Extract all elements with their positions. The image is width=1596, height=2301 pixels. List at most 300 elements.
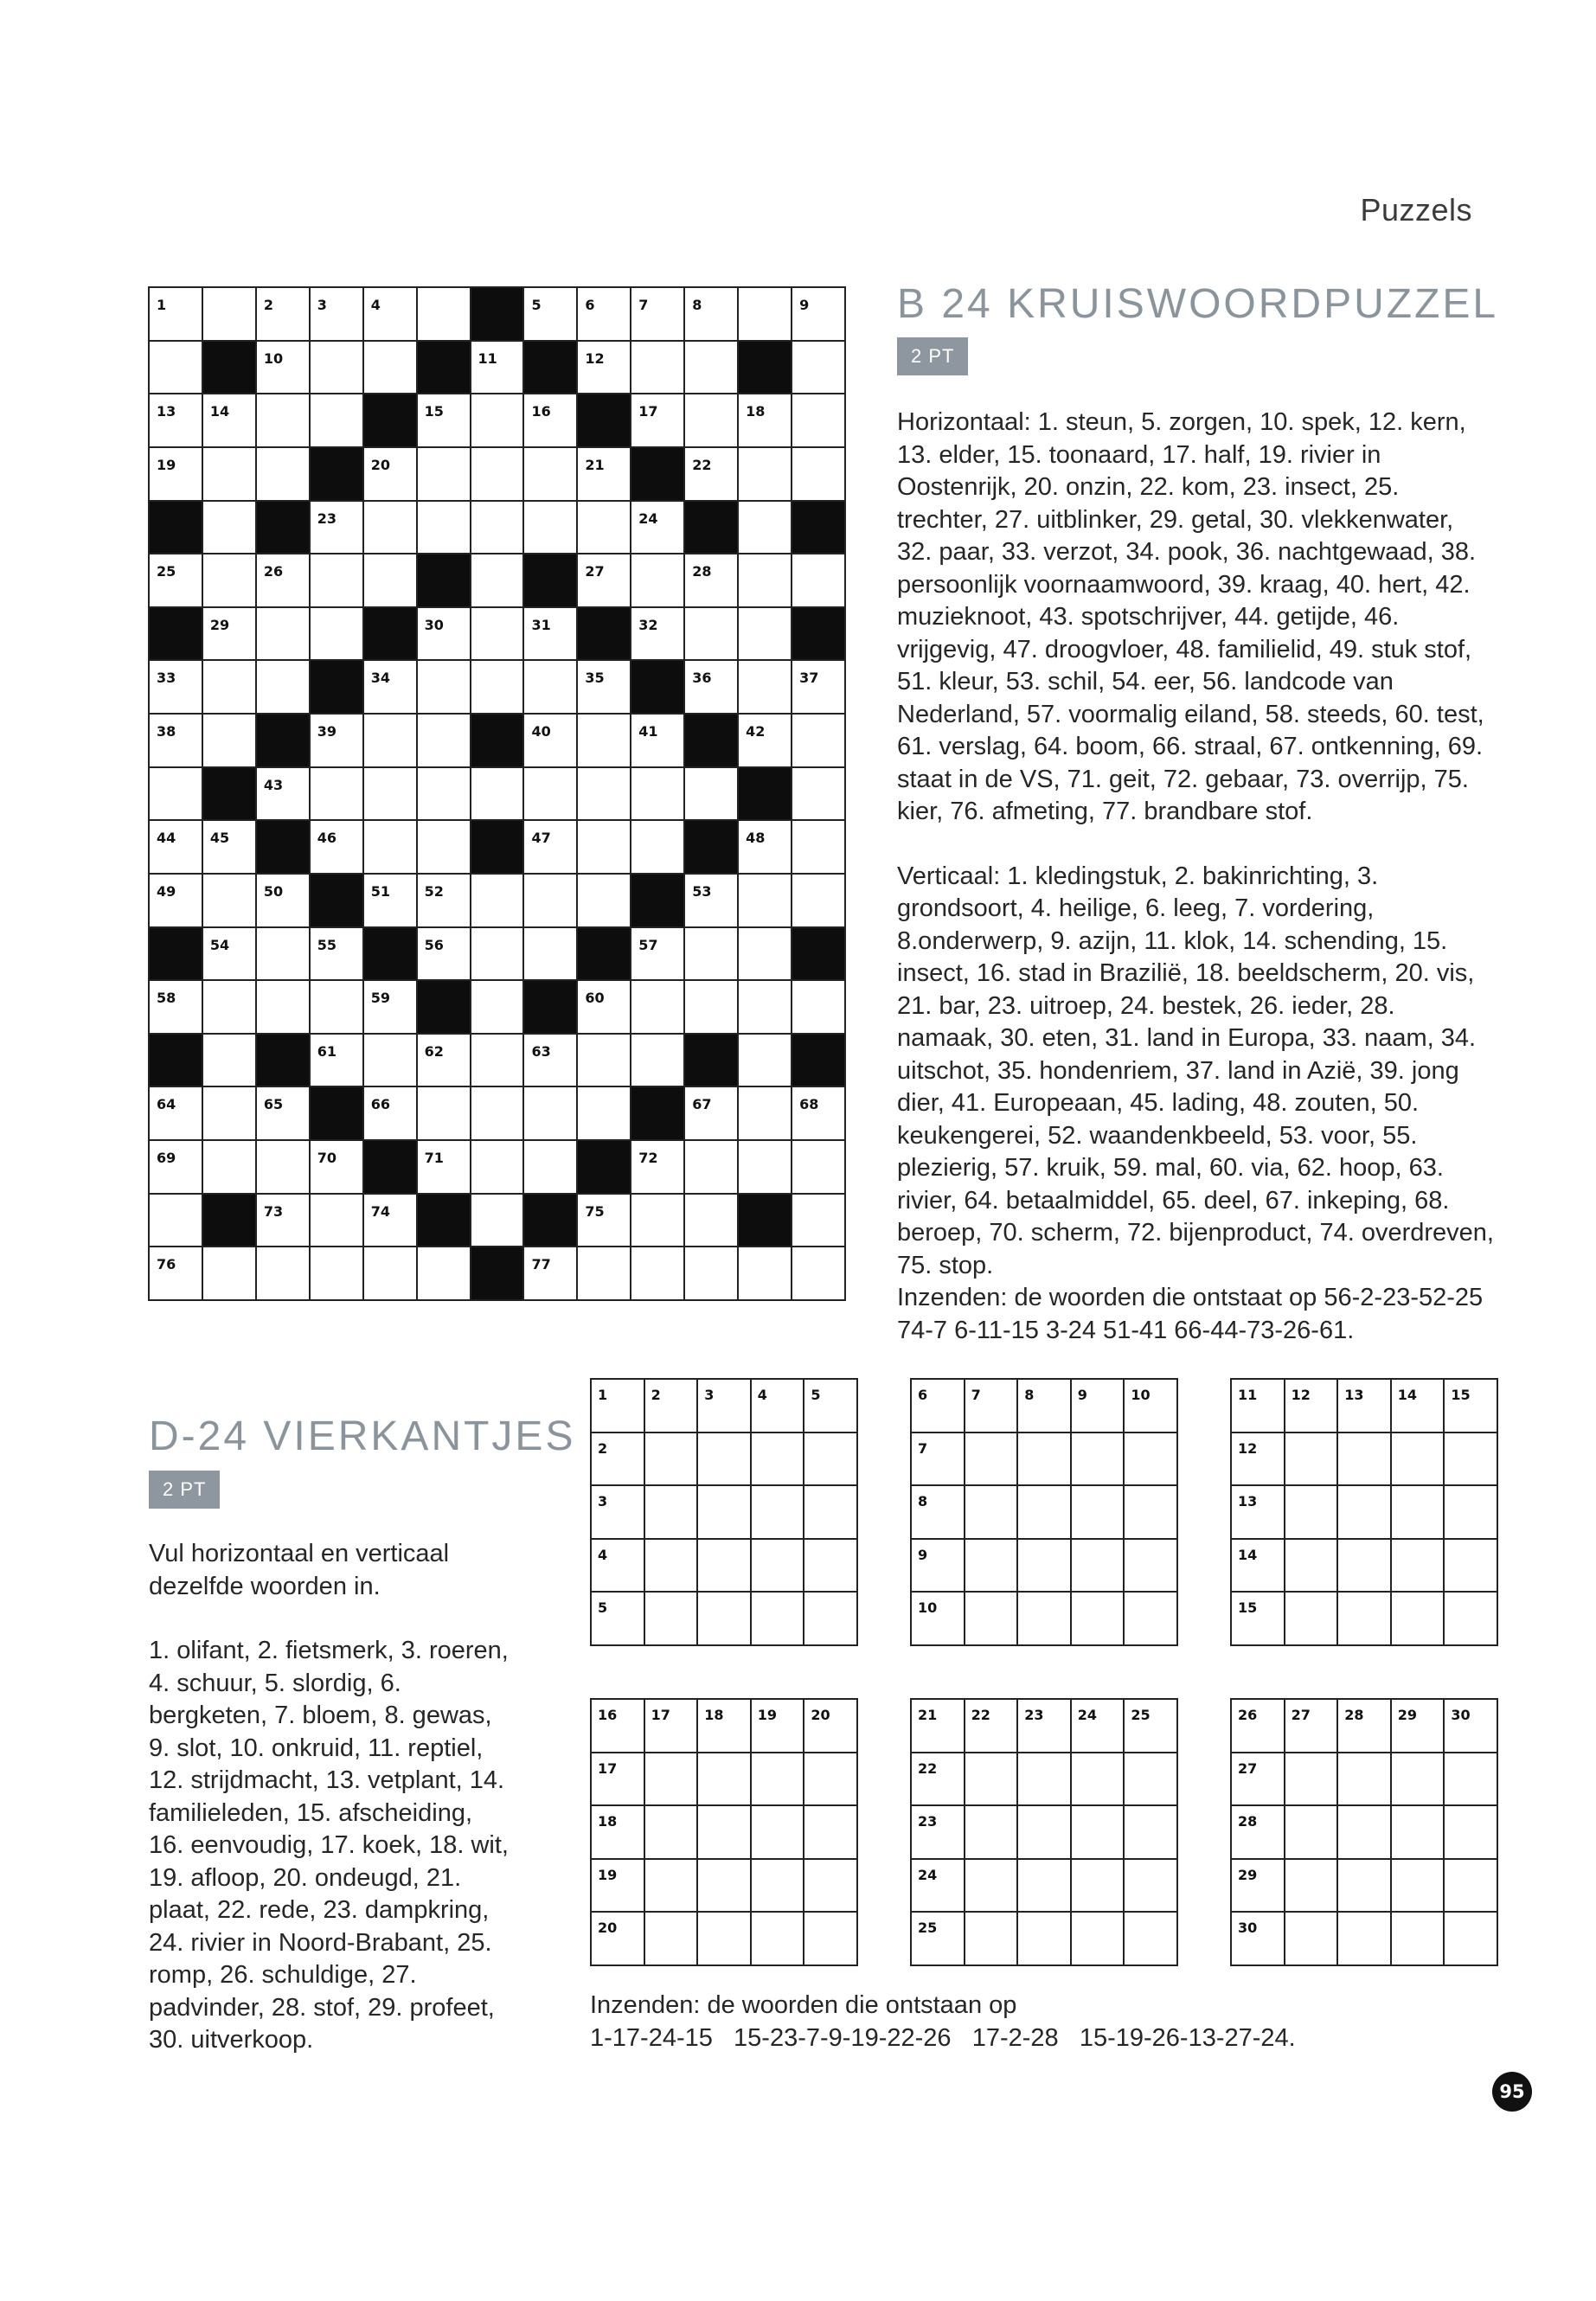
- vierkantjes-cell[interactable]: [1072, 1433, 1125, 1487]
- vierkantjes-cell[interactable]: [912, 1380, 965, 1433]
- vierkantjes-cell[interactable]: [1072, 1380, 1125, 1433]
- crossword-cell[interactable]: [150, 288, 203, 342]
- crossword-cell[interactable]: [418, 875, 471, 928]
- vierkantjes-cell[interactable]: [1445, 1700, 1498, 1753]
- vierkantjes-cell[interactable]: [1125, 1753, 1178, 1807]
- crossword-cell[interactable]: [257, 448, 311, 502]
- crossword-cell[interactable]: [418, 661, 471, 715]
- vierkantjes-cell[interactable]: [698, 1700, 752, 1753]
- crossword-cell[interactable]: [203, 502, 257, 555]
- vierkantjes-cell[interactable]: [965, 1380, 1019, 1433]
- crossword-cell[interactable]: [739, 821, 792, 875]
- crossword-cell[interactable]: [792, 1141, 846, 1195]
- crossword-cell[interactable]: [792, 342, 846, 395]
- crossword-cell[interactable]: [524, 928, 578, 982]
- crossword-cell[interactable]: [418, 448, 471, 502]
- crossword-cell[interactable]: [578, 448, 631, 502]
- vierkantjes-cell[interactable]: [912, 1433, 965, 1487]
- crossword-cell[interactable]: [739, 715, 792, 768]
- vierkantjes-cell[interactable]: [1338, 1913, 1392, 1966]
- vierkantjes-cell[interactable]: [752, 1593, 805, 1646]
- crossword-cell[interactable]: [418, 1087, 471, 1141]
- vierkantjes-cell[interactable]: [1018, 1593, 1072, 1646]
- crossword-cell[interactable]: [685, 288, 739, 342]
- vierkantjes-cell[interactable]: [752, 1486, 805, 1540]
- crossword-cell[interactable]: [203, 821, 257, 875]
- crossword-cell[interactable]: [257, 1087, 311, 1141]
- vierkantjes-cell[interactable]: [1018, 1700, 1072, 1753]
- crossword-cell[interactable]: [578, 1035, 631, 1088]
- vierkantjes-cell[interactable]: [752, 1913, 805, 1966]
- crossword-cell[interactable]: [685, 1087, 739, 1141]
- vierkantjes-cell[interactable]: [752, 1540, 805, 1593]
- crossword-cell[interactable]: [524, 288, 578, 342]
- crossword-cell[interactable]: [471, 1035, 525, 1088]
- vierkantjes-cell[interactable]: [645, 1860, 699, 1913]
- crossword-cell[interactable]: [203, 875, 257, 928]
- crossword-cell[interactable]: [150, 768, 203, 822]
- vierkantjes-cell[interactable]: [1072, 1753, 1125, 1807]
- crossword-cell[interactable]: [471, 1141, 525, 1195]
- crossword-cell[interactable]: [311, 1195, 364, 1248]
- crossword-cell[interactable]: [203, 1087, 257, 1141]
- crossword-cell[interactable]: [471, 981, 525, 1035]
- crossword-cell[interactable]: [418, 608, 471, 662]
- vierkantjes-cell[interactable]: [804, 1700, 858, 1753]
- vierkantjes-cell[interactable]: [592, 1486, 645, 1540]
- crossword-cell[interactable]: [578, 821, 631, 875]
- crossword-cell[interactable]: [524, 768, 578, 822]
- crossword-cell[interactable]: [150, 394, 203, 448]
- crossword-cell[interactable]: [257, 1141, 311, 1195]
- vierkantjes-cell[interactable]: [592, 1593, 645, 1646]
- crossword-cell[interactable]: [203, 394, 257, 448]
- vierkantjes-cell[interactable]: [912, 1540, 965, 1593]
- crossword-cell[interactable]: [524, 502, 578, 555]
- crossword-cell[interactable]: [739, 981, 792, 1035]
- vierkantjes-cell[interactable]: [1338, 1753, 1392, 1807]
- vierkantjes-cell[interactable]: [698, 1433, 752, 1487]
- crossword-cell[interactable]: [685, 981, 739, 1035]
- crossword-cell[interactable]: [257, 928, 311, 982]
- crossword-cell[interactable]: [418, 1035, 471, 1088]
- crossword-cell[interactable]: [311, 342, 364, 395]
- crossword-cell[interactable]: [364, 821, 418, 875]
- vierkantjes-cell[interactable]: [965, 1806, 1019, 1860]
- crossword-cell[interactable]: [578, 342, 631, 395]
- crossword-cell[interactable]: [792, 875, 846, 928]
- vierkantjes-cell[interactable]: [1018, 1540, 1072, 1593]
- crossword-cell[interactable]: [364, 715, 418, 768]
- vierkantjes-cell[interactable]: [752, 1860, 805, 1913]
- crossword-cell[interactable]: [792, 821, 846, 875]
- vierkantjes-cell[interactable]: [1445, 1753, 1498, 1807]
- vierkantjes-cell[interactable]: [1392, 1806, 1445, 1860]
- vierkantjes-cell[interactable]: [804, 1860, 858, 1913]
- vierkantjes-cell[interactable]: [698, 1806, 752, 1860]
- crossword-cell[interactable]: [578, 981, 631, 1035]
- crossword-cell[interactable]: [150, 1087, 203, 1141]
- vierkantjes-cell[interactable]: [1445, 1913, 1498, 1966]
- vierkantjes-cell[interactable]: [592, 1753, 645, 1807]
- crossword-cell[interactable]: [311, 394, 364, 448]
- vierkantjes-cell[interactable]: [1285, 1380, 1339, 1433]
- vierkantjes-cell[interactable]: [804, 1486, 858, 1540]
- crossword-cell[interactable]: [364, 502, 418, 555]
- vierkantjes-cell[interactable]: [1445, 1486, 1498, 1540]
- crossword-cell[interactable]: [631, 715, 685, 768]
- crossword-cell[interactable]: [471, 768, 525, 822]
- crossword-cell[interactable]: [364, 661, 418, 715]
- crossword-cell[interactable]: [471, 502, 525, 555]
- crossword-cell[interactable]: [524, 1087, 578, 1141]
- vierkantjes-cell[interactable]: [698, 1540, 752, 1593]
- crossword-cell[interactable]: [685, 768, 739, 822]
- vierkantjes-cell[interactable]: [1232, 1380, 1285, 1433]
- crossword-cell[interactable]: [418, 394, 471, 448]
- crossword-cell[interactable]: [524, 821, 578, 875]
- crossword-cell[interactable]: [203, 661, 257, 715]
- vierkantjes-cell[interactable]: [1072, 1486, 1125, 1540]
- vierkantjes-cell[interactable]: [1285, 1486, 1339, 1540]
- vierkantjes-cell[interactable]: [1285, 1913, 1339, 1966]
- crossword-cell[interactable]: [792, 768, 846, 822]
- crossword-cell[interactable]: [792, 1195, 846, 1248]
- crossword-cell[interactable]: [631, 554, 685, 608]
- crossword-cell[interactable]: [792, 981, 846, 1035]
- crossword-cell[interactable]: [631, 821, 685, 875]
- vierkantjes-cell[interactable]: [804, 1540, 858, 1593]
- vierkantjes-cell[interactable]: [1232, 1806, 1285, 1860]
- vierkantjes-cell[interactable]: [1018, 1380, 1072, 1433]
- vierkantjes-cell[interactable]: [1018, 1806, 1072, 1860]
- vierkantjes-cell[interactable]: [1392, 1700, 1445, 1753]
- crossword-cell[interactable]: [203, 1247, 257, 1301]
- crossword-cell[interactable]: [364, 1247, 418, 1301]
- vierkantjes-cell[interactable]: [1018, 1753, 1072, 1807]
- crossword-cell[interactable]: [418, 928, 471, 982]
- crossword-cell[interactable]: [739, 608, 792, 662]
- crossword-cell[interactable]: [203, 1141, 257, 1195]
- crossword-cell[interactable]: [792, 661, 846, 715]
- vierkantjes-cell[interactable]: [965, 1486, 1019, 1540]
- vierkantjes-cell[interactable]: [1125, 1486, 1178, 1540]
- vierkantjes-cell[interactable]: [1285, 1753, 1339, 1807]
- vierkantjes-cell[interactable]: [645, 1753, 699, 1807]
- crossword-cell[interactable]: [739, 502, 792, 555]
- crossword-cell[interactable]: [203, 981, 257, 1035]
- crossword-cell[interactable]: [364, 288, 418, 342]
- vierkantjes-cell[interactable]: [1232, 1700, 1285, 1753]
- vierkantjes-cell[interactable]: [592, 1380, 645, 1433]
- vierkantjes-cell[interactable]: [752, 1380, 805, 1433]
- crossword-cell[interactable]: [311, 928, 364, 982]
- vierkantjes-cell[interactable]: [965, 1433, 1019, 1487]
- vierkantjes-cell[interactable]: [1125, 1700, 1178, 1753]
- crossword-cell[interactable]: [418, 768, 471, 822]
- crossword-cell[interactable]: [578, 715, 631, 768]
- vierkantjes-cell[interactable]: [1018, 1486, 1072, 1540]
- vierkantjes-cell[interactable]: [1338, 1486, 1392, 1540]
- vierkantjes-cell[interactable]: [1072, 1593, 1125, 1646]
- crossword-cell[interactable]: [685, 1141, 739, 1195]
- vierkantjes-cell[interactable]: [912, 1806, 965, 1860]
- crossword-cell[interactable]: [792, 554, 846, 608]
- vierkantjes-cell[interactable]: [752, 1433, 805, 1487]
- crossword-cell[interactable]: [257, 768, 311, 822]
- crossword-cell[interactable]: [418, 1247, 471, 1301]
- vierkantjes-cell[interactable]: [804, 1753, 858, 1807]
- crossword-cell[interactable]: [739, 875, 792, 928]
- crossword-cell[interactable]: [578, 875, 631, 928]
- vierkantjes-cell[interactable]: [1392, 1860, 1445, 1913]
- crossword-cell[interactable]: [685, 554, 739, 608]
- crossword-cell[interactable]: [257, 1247, 311, 1301]
- crossword-cell[interactable]: [578, 1247, 631, 1301]
- crossword-cell[interactable]: [685, 928, 739, 982]
- crossword-cell[interactable]: [792, 1247, 846, 1301]
- vierkantjes-cell[interactable]: [804, 1593, 858, 1646]
- crossword-cell[interactable]: [257, 608, 311, 662]
- vierkantjes-cell[interactable]: [1018, 1860, 1072, 1913]
- crossword-cell[interactable]: [150, 715, 203, 768]
- crossword-cell[interactable]: [311, 768, 364, 822]
- vierkantjes-cell[interactable]: [645, 1913, 699, 1966]
- vierkantjes-cell[interactable]: [1232, 1486, 1285, 1540]
- crossword-cell[interactable]: [739, 661, 792, 715]
- vierkantjes-cell[interactable]: [1125, 1433, 1178, 1487]
- vierkantjes-cell[interactable]: [645, 1380, 699, 1433]
- vierkantjes-cell[interactable]: [1018, 1913, 1072, 1966]
- crossword-cell[interactable]: [150, 981, 203, 1035]
- crossword-cell[interactable]: [578, 1195, 631, 1248]
- vierkantjes-cell[interactable]: [1072, 1913, 1125, 1966]
- crossword-cell[interactable]: [631, 394, 685, 448]
- vierkantjes-cell[interactable]: [912, 1860, 965, 1913]
- vierkantjes-cell[interactable]: [965, 1700, 1019, 1753]
- crossword-cell[interactable]: [418, 1141, 471, 1195]
- vierkantjes-cell[interactable]: [965, 1593, 1019, 1646]
- vierkantjes-cell[interactable]: [912, 1593, 965, 1646]
- crossword-cell[interactable]: [203, 288, 257, 342]
- vierkantjes-cell[interactable]: [645, 1540, 699, 1593]
- crossword-cell[interactable]: [739, 394, 792, 448]
- crossword-cell[interactable]: [792, 715, 846, 768]
- crossword-cell[interactable]: [578, 502, 631, 555]
- crossword-cell[interactable]: [150, 1141, 203, 1195]
- vierkantjes-cell[interactable]: [1125, 1860, 1178, 1913]
- crossword-cell[interactable]: [257, 554, 311, 608]
- crossword-cell[interactable]: [311, 502, 364, 555]
- vierkantjes-cell[interactable]: [965, 1913, 1019, 1966]
- vierkantjes-cell[interactable]: [1392, 1913, 1445, 1966]
- crossword-cell[interactable]: [418, 288, 471, 342]
- vierkantjes-cell[interactable]: [698, 1486, 752, 1540]
- vierkantjes-cell[interactable]: [1018, 1433, 1072, 1487]
- crossword-cell[interactable]: [257, 875, 311, 928]
- crossword-cell[interactable]: [578, 768, 631, 822]
- crossword-cell[interactable]: [578, 554, 631, 608]
- vierkantjes-cell[interactable]: [752, 1806, 805, 1860]
- crossword-cell[interactable]: [739, 1035, 792, 1088]
- crossword-cell[interactable]: [150, 875, 203, 928]
- vierkantjes-cell[interactable]: [1285, 1593, 1339, 1646]
- crossword-cell[interactable]: [471, 608, 525, 662]
- crossword-cell[interactable]: [471, 1195, 525, 1248]
- crossword-cell[interactable]: [631, 608, 685, 662]
- crossword-cell[interactable]: [203, 715, 257, 768]
- crossword-cell[interactable]: [364, 448, 418, 502]
- crossword-cell[interactable]: [364, 1195, 418, 1248]
- crossword-cell[interactable]: [524, 1035, 578, 1088]
- crossword-cell[interactable]: [364, 1087, 418, 1141]
- crossword-cell[interactable]: [311, 1141, 364, 1195]
- vierkantjes-cell[interactable]: [1338, 1433, 1392, 1487]
- vierkantjes-cell[interactable]: [1338, 1540, 1392, 1593]
- vierkantjes-cell[interactable]: [1392, 1753, 1445, 1807]
- crossword-cell[interactable]: [631, 342, 685, 395]
- crossword-cell[interactable]: [364, 768, 418, 822]
- crossword-cell[interactable]: [418, 715, 471, 768]
- vierkantjes-cell[interactable]: [1338, 1700, 1392, 1753]
- vierkantjes-cell[interactable]: [698, 1380, 752, 1433]
- vierkantjes-cell[interactable]: [1445, 1860, 1498, 1913]
- crossword-cell[interactable]: [471, 554, 525, 608]
- vierkantjes-cell[interactable]: [592, 1913, 645, 1966]
- vierkantjes-cell[interactable]: [698, 1593, 752, 1646]
- vierkantjes-cell[interactable]: [804, 1913, 858, 1966]
- vierkantjes-cell[interactable]: [645, 1700, 699, 1753]
- vierkantjes-cell[interactable]: [1392, 1540, 1445, 1593]
- crossword-cell[interactable]: [631, 1141, 685, 1195]
- crossword-cell[interactable]: [257, 394, 311, 448]
- crossword-cell[interactable]: [257, 1195, 311, 1248]
- crossword-cell[interactable]: [685, 342, 739, 395]
- crossword-cell[interactable]: [311, 288, 364, 342]
- crossword-cell[interactable]: [739, 288, 792, 342]
- crossword-cell[interactable]: [311, 554, 364, 608]
- crossword-cell[interactable]: [364, 981, 418, 1035]
- crossword-cell[interactable]: [150, 821, 203, 875]
- vierkantjes-cell[interactable]: [912, 1700, 965, 1753]
- crossword-cell[interactable]: [471, 661, 525, 715]
- vierkantjes-cell[interactable]: [698, 1753, 752, 1807]
- vierkantjes-cell[interactable]: [1125, 1380, 1178, 1433]
- crossword-cell[interactable]: [631, 288, 685, 342]
- vierkantjes-cell[interactable]: [1285, 1540, 1339, 1593]
- crossword-cell[interactable]: [364, 1035, 418, 1088]
- crossword-cell[interactable]: [257, 342, 311, 395]
- crossword-cell[interactable]: [524, 394, 578, 448]
- vierkantjes-cell[interactable]: [645, 1486, 699, 1540]
- vierkantjes-cell[interactable]: [804, 1806, 858, 1860]
- crossword-cell[interactable]: [792, 288, 846, 342]
- crossword-cell[interactable]: [311, 715, 364, 768]
- crossword-cell[interactable]: [471, 928, 525, 982]
- vierkantjes-cell[interactable]: [912, 1753, 965, 1807]
- vierkantjes-cell[interactable]: [645, 1593, 699, 1646]
- vierkantjes-cell[interactable]: [1232, 1913, 1285, 1966]
- crossword-cell[interactable]: [739, 928, 792, 982]
- crossword-cell[interactable]: [150, 342, 203, 395]
- crossword-cell[interactable]: [578, 1087, 631, 1141]
- crossword-cell[interactable]: [471, 342, 525, 395]
- crossword-cell[interactable]: [471, 448, 525, 502]
- crossword-cell[interactable]: [685, 875, 739, 928]
- vierkantjes-cell[interactable]: [1232, 1593, 1285, 1646]
- crossword-cell[interactable]: [685, 1247, 739, 1301]
- crossword-cell[interactable]: [471, 394, 525, 448]
- vierkantjes-cell[interactable]: [592, 1540, 645, 1593]
- vierkantjes-cell[interactable]: [698, 1860, 752, 1913]
- vierkantjes-cell[interactable]: [1392, 1433, 1445, 1487]
- crossword-cell[interactable]: [311, 1035, 364, 1088]
- vierkantjes-cell[interactable]: [1338, 1593, 1392, 1646]
- crossword-cell[interactable]: [739, 1087, 792, 1141]
- vierkantjes-cell[interactable]: [592, 1700, 645, 1753]
- vierkantjes-cell[interactable]: [1392, 1380, 1445, 1433]
- vierkantjes-cell[interactable]: [1445, 1433, 1498, 1487]
- crossword-cell[interactable]: [311, 821, 364, 875]
- crossword-cell[interactable]: [150, 1247, 203, 1301]
- vierkantjes-cell[interactable]: [1285, 1700, 1339, 1753]
- crossword-cell[interactable]: [578, 288, 631, 342]
- crossword-cell[interactable]: [257, 661, 311, 715]
- crossword-cell[interactable]: [150, 448, 203, 502]
- crossword-cell[interactable]: [364, 342, 418, 395]
- crossword-cell[interactable]: [418, 821, 471, 875]
- crossword-cell[interactable]: [739, 1247, 792, 1301]
- vierkantjes-cell[interactable]: [965, 1753, 1019, 1807]
- crossword-cell[interactable]: [524, 448, 578, 502]
- crossword-cell[interactable]: [311, 608, 364, 662]
- crossword-cell[interactable]: [524, 1247, 578, 1301]
- vierkantjes-cell[interactable]: [592, 1860, 645, 1913]
- vierkantjes-cell[interactable]: [1072, 1700, 1125, 1753]
- vierkantjes-cell[interactable]: [1072, 1806, 1125, 1860]
- crossword-cell[interactable]: [792, 448, 846, 502]
- crossword-cell[interactable]: [739, 554, 792, 608]
- crossword-cell[interactable]: [257, 981, 311, 1035]
- vierkantjes-cell[interactable]: [1072, 1540, 1125, 1593]
- vierkantjes-cell[interactable]: [1338, 1806, 1392, 1860]
- vierkantjes-cell[interactable]: [1125, 1806, 1178, 1860]
- vierkantjes-cell[interactable]: [592, 1433, 645, 1487]
- vierkantjes-cell[interactable]: [1445, 1380, 1498, 1433]
- vierkantjes-cell[interactable]: [912, 1486, 965, 1540]
- crossword-cell[interactable]: [792, 1087, 846, 1141]
- crossword-cell[interactable]: [364, 554, 418, 608]
- crossword-cell[interactable]: [203, 608, 257, 662]
- crossword-cell[interactable]: [739, 448, 792, 502]
- vierkantjes-cell[interactable]: [1445, 1540, 1498, 1593]
- vierkantjes-cell[interactable]: [1125, 1540, 1178, 1593]
- crossword-cell[interactable]: [631, 502, 685, 555]
- crossword-cell[interactable]: [685, 394, 739, 448]
- vierkantjes-cell[interactable]: [1125, 1593, 1178, 1646]
- crossword-cell[interactable]: [524, 715, 578, 768]
- crossword-cell[interactable]: [150, 1195, 203, 1248]
- crossword-cell[interactable]: [631, 1035, 685, 1088]
- crossword-cell[interactable]: [311, 1247, 364, 1301]
- vierkantjes-cell[interactable]: [592, 1806, 645, 1860]
- crossword-cell[interactable]: [685, 661, 739, 715]
- vierkantjes-cell[interactable]: [1392, 1486, 1445, 1540]
- crossword-cell[interactable]: [685, 1195, 739, 1248]
- vierkantjes-cell[interactable]: [1232, 1753, 1285, 1807]
- crossword-cell[interactable]: [203, 1035, 257, 1088]
- vierkantjes-cell[interactable]: [1338, 1860, 1392, 1913]
